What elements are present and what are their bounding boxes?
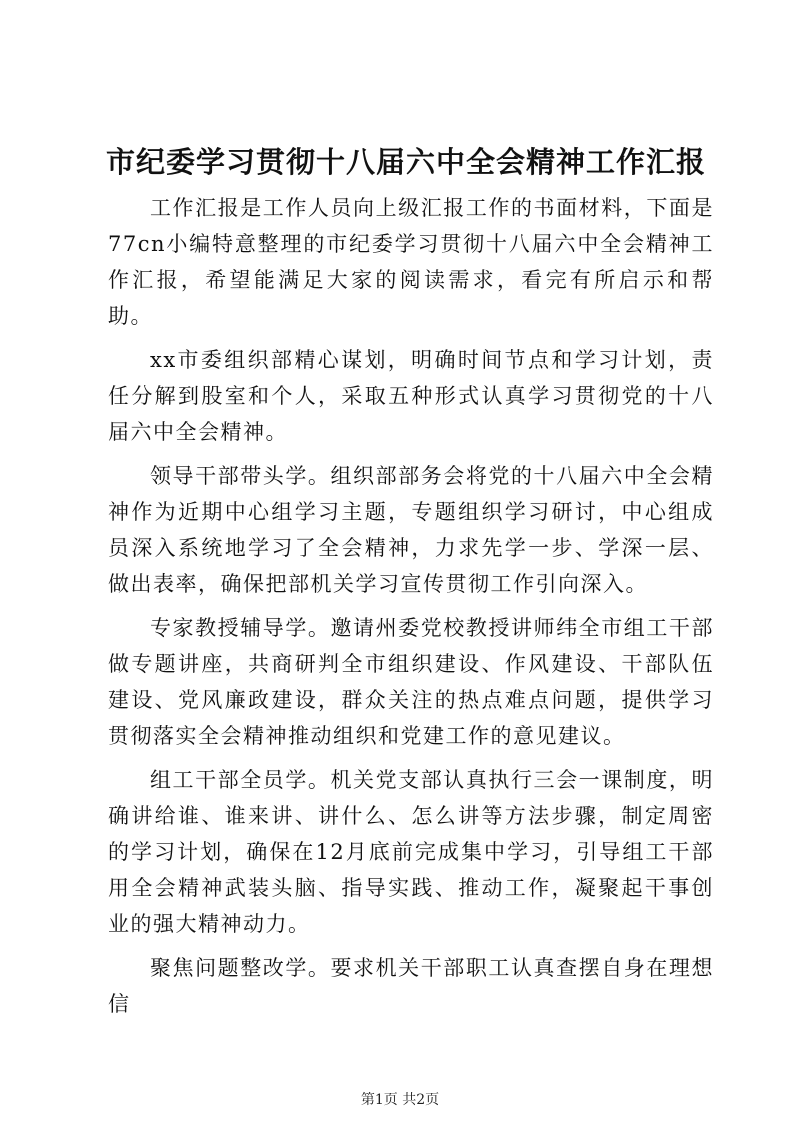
paragraph-rectification: 聚焦问题整改学。要求机关干部职工认真查摆自身在理想信 xyxy=(108,956,714,1016)
paragraph-staff: 组工干部全员学。机关党支部认真执行三会一课制度，明确讲给谁、谁来讲、讲什么、怎么讲等方法步骤，制定周密的学习计划，确保在12月底前完成集中学习，引导组工干部用全会精神武装头脑、指导实践、推动工作，凝聚起干事创业的强大精神动力。 xyxy=(108,768,714,936)
document-title: 市纪委学习贯彻十八届六中全会精神工作汇报 xyxy=(106,145,707,179)
paragraph-overview: xx市委组织部精心谋划，明确时间节点和学习计划，责任分解到股室和个人，采取五种形式认真学习贯彻党的十八届六中全会精神。 xyxy=(108,348,714,444)
paragraph-intro: 工作汇报是工作人员向上级汇报工作的书面材料，下面是77cn小编特意整理的市纪委学习贯彻十八届六中全会精神工作汇报，希望能满足大家的阅读需求，看完有所启示和帮助。 xyxy=(108,196,714,328)
page-footer: 第1页 共2页 xyxy=(360,1092,440,1108)
document-body xyxy=(108,190,714,1030)
paragraph-leaders: 领导干部带头学。组织部部务会将党的十八届六中全会精神作为近期中心组学习主题，专题组织学习研讨，中心组成员深入系统地学习了全会精神，力求先学一步、学深一层、做出表率，确保把部机关学习宣传贯彻工作引向深入。 xyxy=(108,464,714,596)
paragraph-experts: 专家教授辅导学。邀请州委党校教授讲师纬全市组工干部做专题讲座，共商研判全市组织建设、作风建设、干部队伍建设、党风廉政建设，群众关注的热点难点问题，提供学习贯彻落实全会精神推动组织和党建工作的意见建议。 xyxy=(108,616,714,748)
